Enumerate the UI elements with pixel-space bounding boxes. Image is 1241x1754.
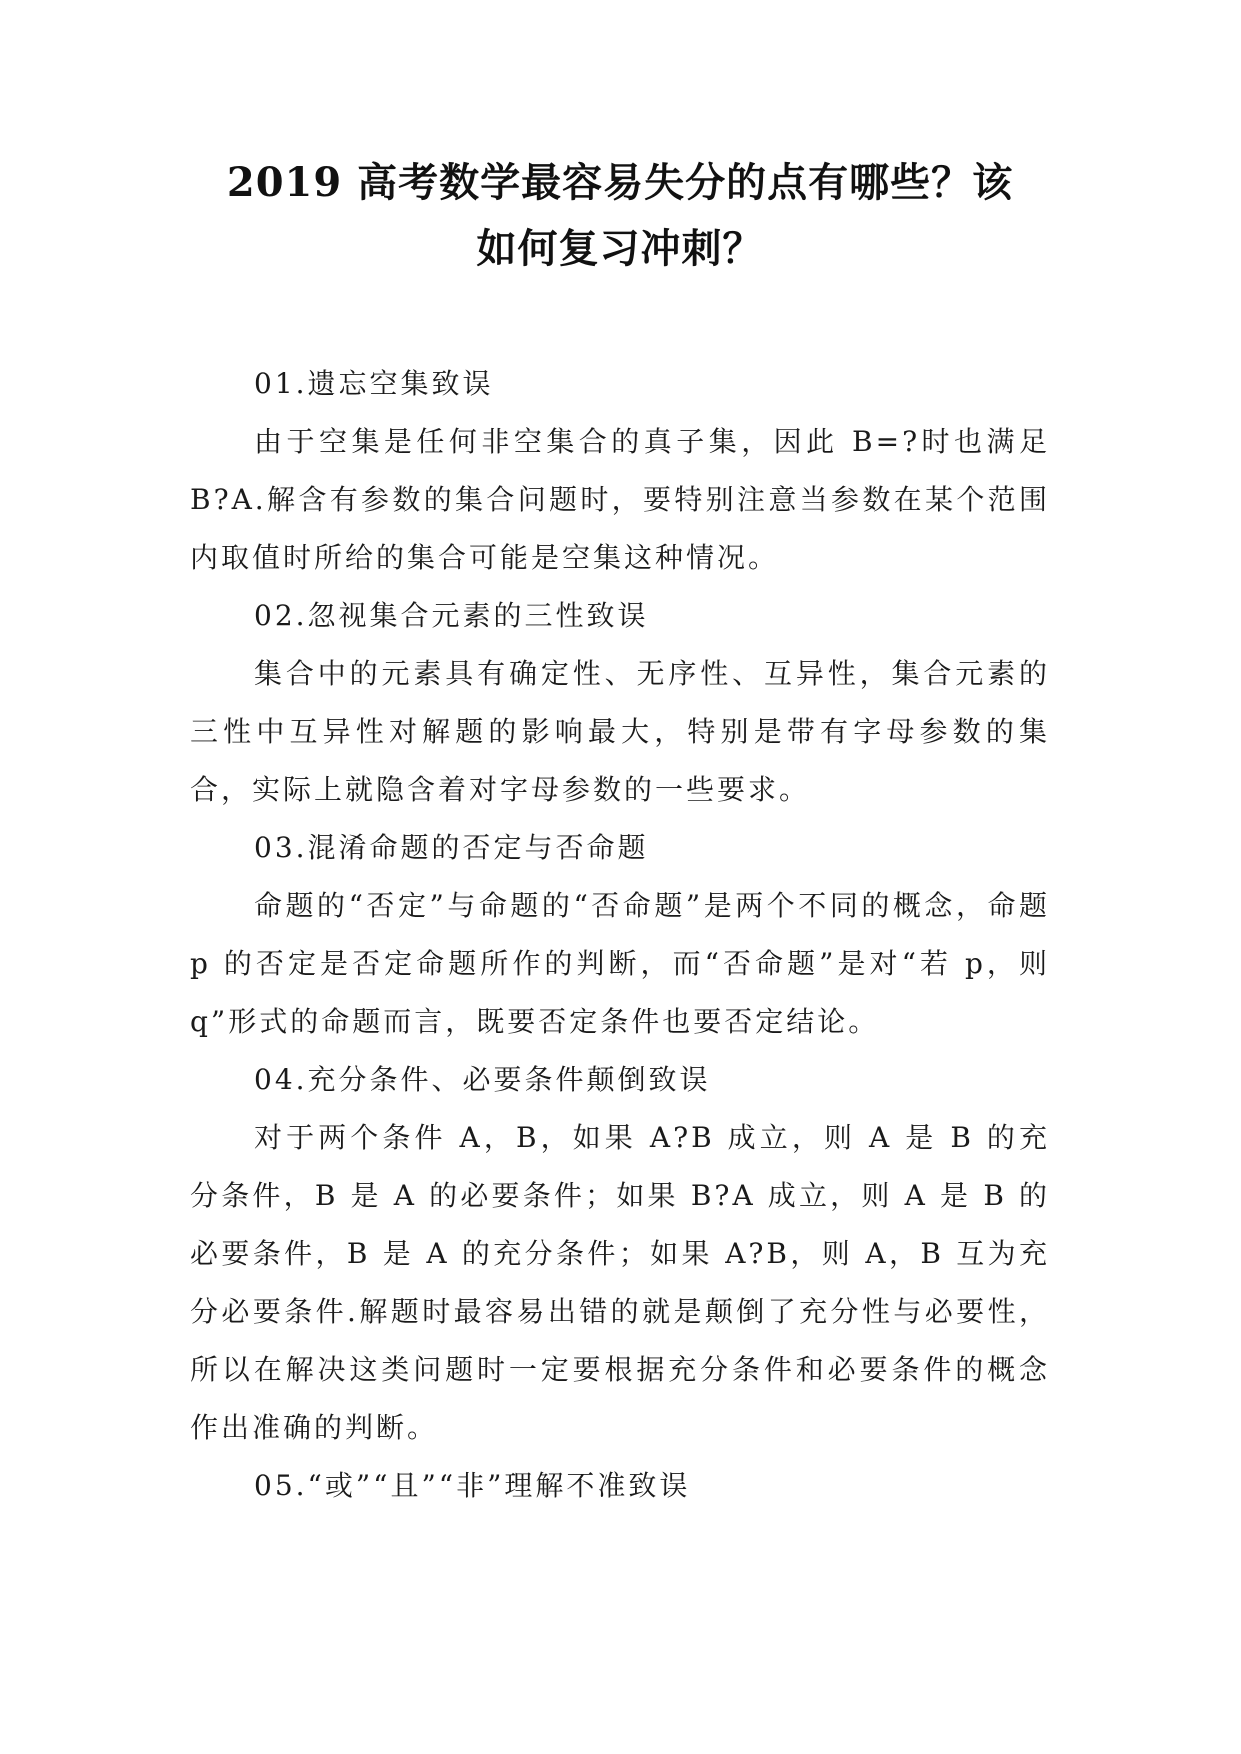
document-body: [190, 355, 1050, 1515]
section-heading-02: 02.忽视集合元素的三性致误: [254, 599, 649, 632]
section-body-01: 由于空集是任何非空集合的真子集，因此 B=?时也满足 B?A.解含有参数的集合问题时，要特别注意当参数在某个范围内取值时所给的集合可能是空集这种情况。: [190, 425, 1050, 574]
section-heading-05: 05.“或”“且”“非”理解不准致误: [254, 1469, 691, 1502]
section-body-03: 命题的“否定”与命题的“否命题”是两个不同的概念，命题 p 的否定是否定命题所作的判断，而“否命题”是对“若 p，则 q”形式的命题而言，既要否定条件也要否定结论。: [190, 889, 1050, 1038]
section-heading-01: 01.遗忘空集致误: [254, 367, 494, 400]
section-heading-03: 03.混淆命题的否定与否命题: [254, 831, 649, 864]
document-title: [150, 150, 1090, 282]
section-heading-04: 04.充分条件、必要条件颠倒致误: [254, 1063, 711, 1096]
title-line-2: 如何复习冲刺？: [476, 225, 764, 272]
section-body-04: 对于两个条件 A，B，如果 A?B 成立，则 A 是 B 的充分条件，B 是 A 的必要条件；如果 B?A 成立，则 A 是 B 的必要条件，B 是 A 的充分条件；如果 A?B，则 A，B 互为充分必要条件.解题时最容易出错的就是颠倒了充分性与必要性，所以在解决这类问题时一定要根据充分条件和必要条件的概念作出准确的判断。: [190, 1121, 1050, 1444]
section-body-02: 集合中的元素具有确定性、无序性、互异性，集合元素的三性中互异性对解题的影响最大，特别是带有字母参数的集合，实际上就隐含着对字母参数的一些要求。: [190, 657, 1050, 806]
title-line-1: 2019 高考数学最容易失分的点有哪些？该: [226, 159, 1014, 206]
